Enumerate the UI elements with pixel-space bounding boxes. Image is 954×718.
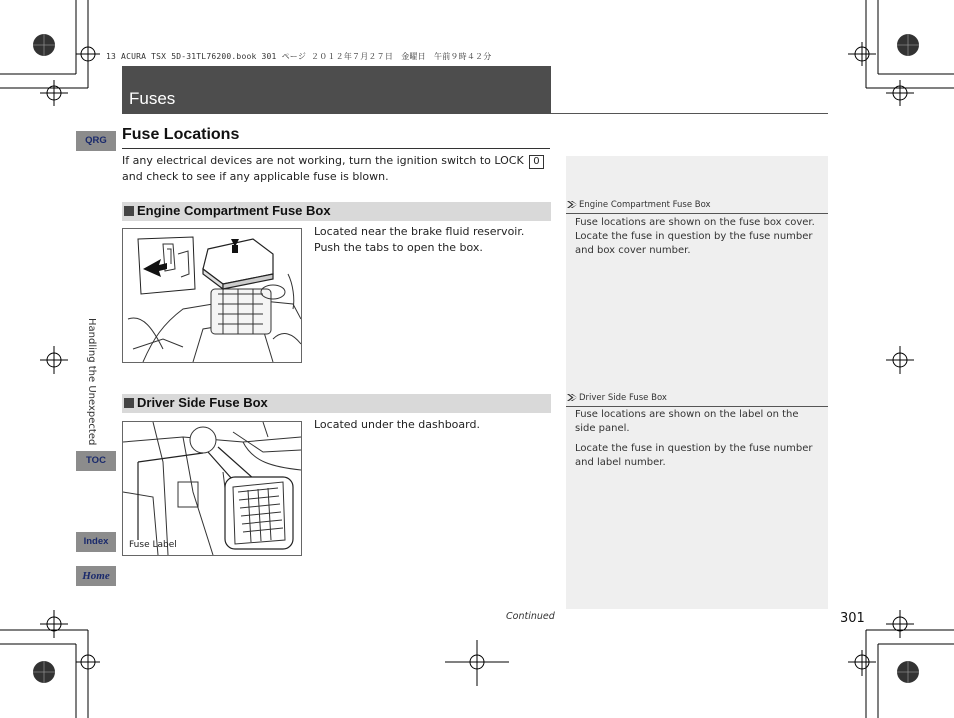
driver-side-illustration [123,422,301,555]
engine-note-text: Fuse locations are shown on the fuse box cover. Locate the fuse in question by the fuse number and box cover number. [575,217,815,256]
engine-note-heading-text: Engine Compartment Fuse Box [579,200,711,210]
driver-box-heading [122,394,551,413]
driver-fuse-box-figure [122,421,302,556]
index-tab[interactable]: Index [76,532,116,552]
engine-note-heading [567,200,711,210]
driver-box-heading-text: Driver Side Fuse Box [137,395,268,410]
section-title: Fuse Locations [122,126,240,143]
heading-square-icon [124,398,134,408]
driver-box-description: Located under the dashboard. [314,418,480,431]
driver-note-heading [567,393,667,403]
section-rule [122,148,550,149]
engine-box-description: Located near the brake fluid reservoir. Push the tabs to open the box. [314,225,525,254]
intro-paragraph [122,153,552,185]
home-tab[interactable]: Home [76,566,116,586]
heading-square-icon [124,206,134,216]
print-info-line: 13 ACURA TSX 5D-31TL76200.book 301 ページ ２０１２年７月２７日 金曜日 午前９時４２分 [106,52,492,61]
toc-tab[interactable]: TOC [76,451,116,471]
qrg-tab[interactable]: QRG [76,131,116,151]
page-title: Fuses [129,89,176,108]
engine-compartment-illustration [123,229,301,362]
fuse-label-caption: Fuse Label [129,540,177,550]
driver-note-text-1: Fuse locations are shown on the label on the side panel. [575,409,799,434]
chapter-banner [122,66,551,114]
engine-fuse-box-figure [122,228,302,363]
continued-label: Continued [506,611,555,622]
engine-note-rule [566,213,828,214]
note-arrow-icon [567,201,577,208]
intro-text-end: and check to see if any applicable fuse is blown. [122,170,389,183]
lock-key-symbol: 0 [529,155,543,169]
driver-note-rule [566,406,828,407]
engine-box-heading [122,202,551,221]
engine-box-heading-text: Engine Compartment Fuse Box [137,203,331,218]
intro-text-start: If any electrical devices are not working, turn the ignition switch to LOCK [122,154,524,167]
chapter-side-label: Handling the Unexpected [86,318,97,446]
page-number: 301 [840,611,865,626]
driver-note-heading-text: Driver Side Fuse Box [579,393,667,403]
banner-rule [551,113,828,114]
note-arrow-icon [567,394,577,401]
driver-note-text-2: Locate the fuse in question by the fuse number and label number. [575,443,813,468]
